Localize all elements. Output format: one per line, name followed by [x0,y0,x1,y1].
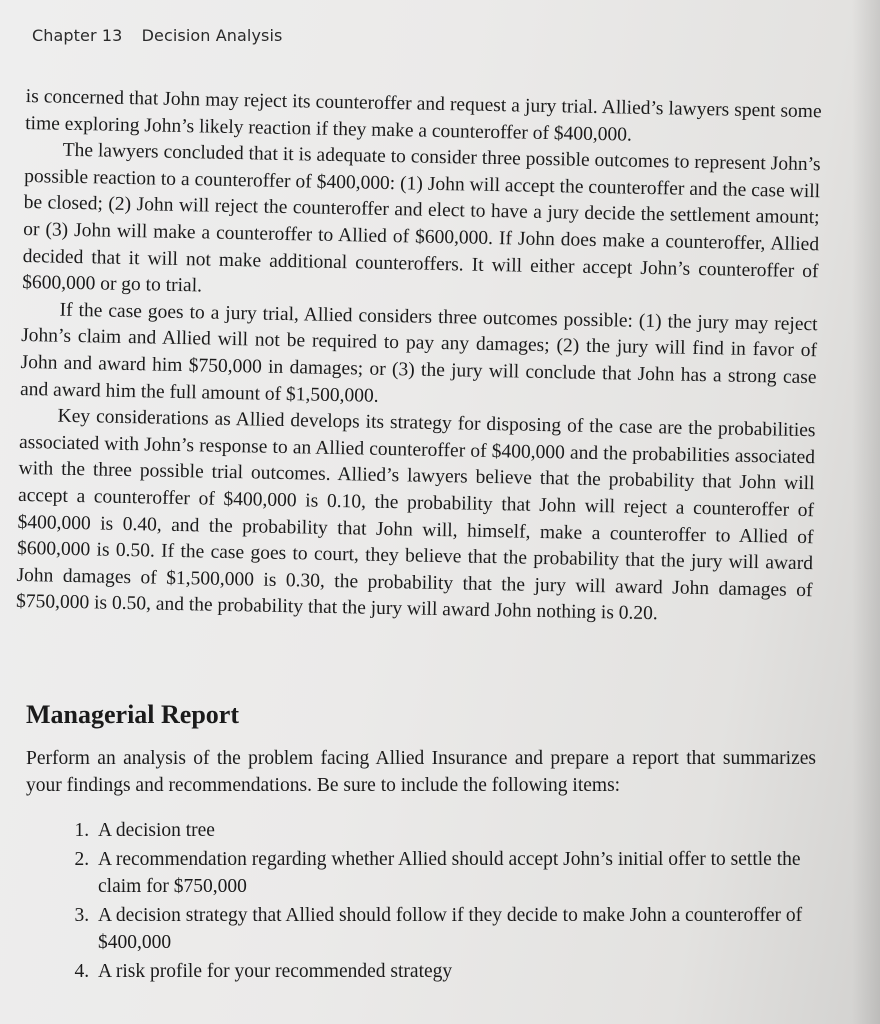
page-curve-shadow [852,0,880,1024]
paragraph-key-considerations: Key considerations as Allied develops its strategy for disposing of the case are the probabilities associated with John’s response to an Allied counteroffer of $400,000 and the probabilities associated with the three possible trial outcomes. Allied’s lawyers believe that the probability that John will accept a counteroffer of $400,000 is 0.10, the probability that John will reject a counteroffer of $400,000 is 0.40, and the probability that John will, himself, make a counteroffer to Allied of $600,000 is 0.50. If the case goes to court, they believe that the probability that the jury will award John damages of $1,500,000 is 0.30, the probability that the jury will award John damages of $750,000 is 0.50, and the probability that the jury will award John nothing is 0.20. [15,405,816,625]
section-heading: Managerial Report [26,700,240,729]
paragraph-continued: is concerned that John may reject its counteroffer and request a jury trial. Allied’s lawyers spent some time exploring John’s likely reaction if they make a counteroffer of $400,000. [25,85,822,146]
body-text [16,84,822,631]
list-item: 2. A recommendation regarding whether Allied should accept John’s initial offer to settle the claim for $750,000 [94,846,834,900]
paragraph-possible-outcomes: The lawyers concluded that it is adequate to consider three possible outcomes to represent John’s possible reaction to a counteroffer of $400,000: (1) John will accept the counteroffer and the case will be closed; (2) John will reject the counteroffer and elect to have a jury decide the settlement amount; or (3) John will make a counteroffer to Allied of $600,000. If John does make a counteroffer, Allied decided that it will not make additional counteroffers. It will either accept John’s counteroffer of $600,000 or go to trial. [21,139,821,297]
managerial-report-section [26,700,836,987]
report-items-list [26,817,834,985]
chapter-title: Decision Analysis [141,26,283,45]
list-item: 4. A risk profile for your recommended strategy [94,958,834,985]
report-intro: Perform an analysis of the problem facing Allied Insurance and prepare a report that summarizes your findings and recommendations. Be sure to include the following items: [26,748,816,796]
chapter-number: Chapter 13 [32,26,123,45]
paragraph-jury-trial: If the case goes to a jury trial, Allied considers three outcomes possible: (1) the jury may reject John’s claim and Allied will not be required to pay any damages; (2) the jury will find in favor of John and award him $750,000 in damages; or (3) the jury will conclude that John has a strong case and award him the full amount of $1,500,000. [19,299,818,407]
running-head [32,26,282,45]
list-item: 3. A decision strategy that Allied should follow if they decide to make John a counteroffer of $400,000 [94,902,834,956]
list-item: 1. A decision tree [94,817,834,844]
